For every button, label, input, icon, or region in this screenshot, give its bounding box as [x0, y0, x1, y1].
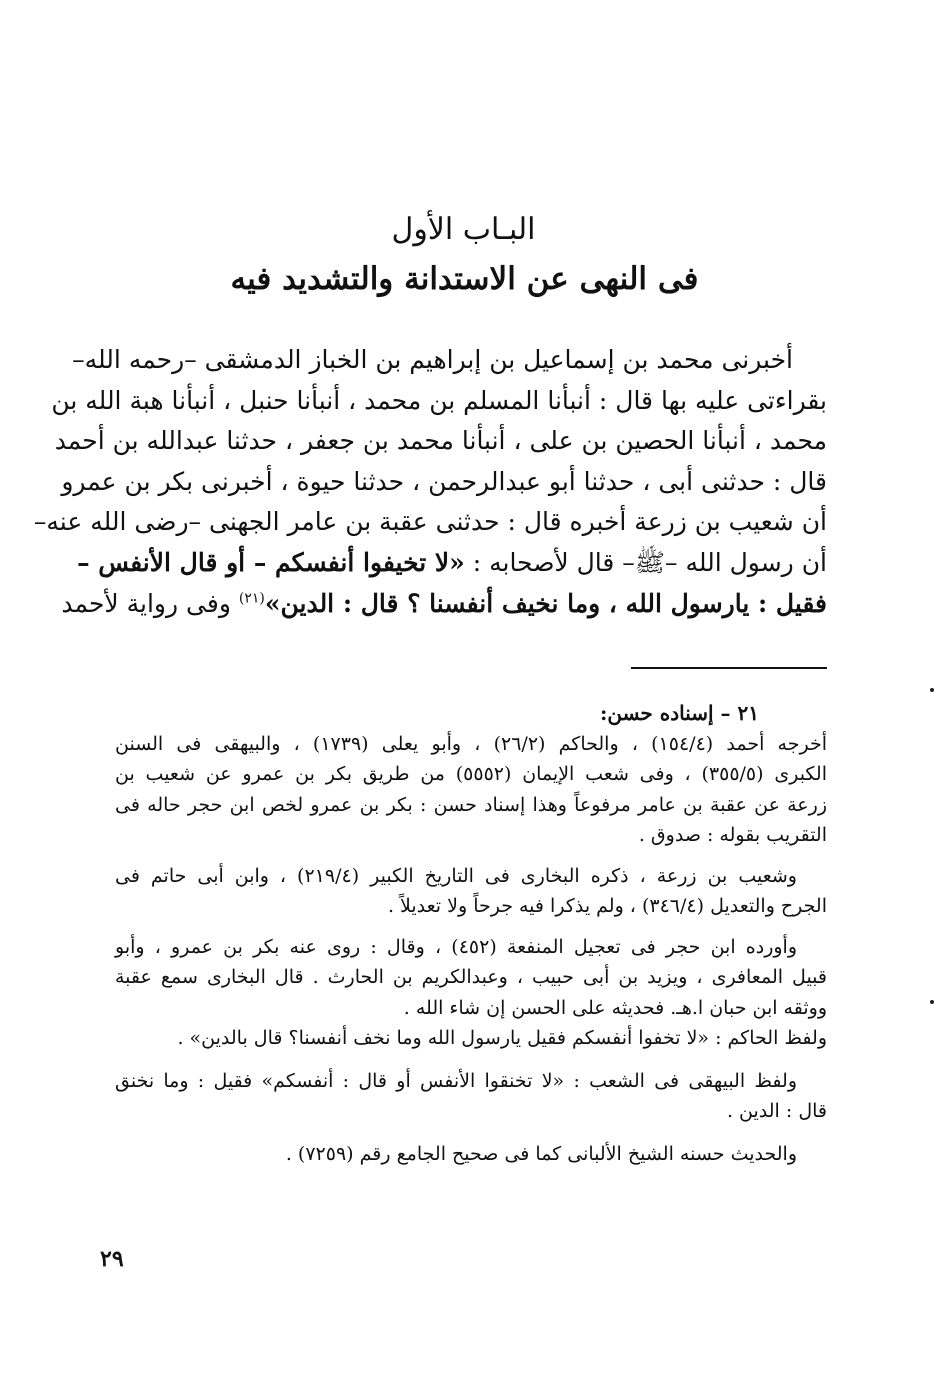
footnote-line: وشعيب بن زرعة ، ذكره البخارى فى التاريخ الكبير (٢١٩/٤) ، وابن أبى حاتم فى [115, 864, 797, 887]
chapter-title: فى النهى عن الاستدانة والتشديد فيه [230, 261, 699, 297]
footnote-marker: (٢١) [238, 590, 265, 607]
footnotes [115, 698, 827, 1169]
footnote-line: الكبرى (٣٥٥/٥) ، وفى شعب الإيمان (٥٥٥٢) من طريق بكر بن عمرو عن شعيب بن [115, 763, 827, 785]
main-text [33, 340, 827, 624]
body-line: أخبرنى محمد بن إسماعيل بن إبراهيم بن الخباز الدمشقى –رحمه الله– [72, 345, 793, 374]
chapter-heading [0, 208, 937, 302]
footnote-line: ولفظ البيهقى فى الشعب : «لا تخنقوا الأنفس أو قال : أنفسكم» فقيل : وما نخنق [115, 1069, 797, 1092]
body-text-segment: وفى رواية لأحمد [61, 588, 239, 618]
footnote-separator [631, 667, 827, 669]
page-number: ٢٩ [100, 1246, 124, 1272]
footnote-line: ووثقه ابن حبان ا.هـ. فحديثه على الحسن إن شاء الله . [403, 996, 827, 1019]
body-line [77, 543, 827, 584]
footnote-line: قبيل المعافرى ، ويزيد بن أبى حبيب ، وعبدالكريم بن الحارث . قال البخارى سمع عقبة [115, 966, 827, 988]
footnote-line: التقريب بقوله : صدوق . [638, 824, 827, 846]
footnote-line: ولفظ الحاكم : «لا تخفوا أنفسكم فقيل يارسول الله وما نخف أنفسنا؟ قال بالدين» . [177, 1027, 827, 1049]
scan-speck [930, 1000, 934, 1004]
body-text-segment: أن رسول الله –ﷺ– قال لأصحابه : [464, 547, 827, 577]
body-line: محمد ، أنبأنا الحصين بن على ، أنبأنا محمد بن جعفر ، حدثنا عبدالله بن أحمد [54, 426, 827, 456]
hadith-quote: فقيل : يارسول الله ، وما نخيف أنفسنا ؟ قال : الدين» [264, 588, 827, 618]
footnote-line: وأورده ابن حجر فى تعجيل المنفعة (٤٥٢) ، وقال : روى عنه بكر بن عمرو ، وأبو [115, 935, 798, 958]
footnote-line: زرعة عن عقبة بن عامر مرفوعاً وهذا إسناد حسن : بكر بن عمرو لخص ابن حجر حاله فى [115, 793, 827, 816]
body-line [61, 584, 827, 625]
chapter-label: البـاب الأول [391, 212, 536, 247]
hadith-quote: «لا تخيفوا أنفسكم – أو قال الأنفس – [77, 547, 465, 577]
scan-speck [930, 688, 934, 692]
footnote-line: الجرح والتعديل (٣٤٦/٤) ، ولم يذكرا فيه جرحاً ولا تعديلاً . [387, 895, 827, 917]
body-line: قال : حدثنى أبى ، حدثنا أبو عبدالرحمن ، حدثنا حيوة ، أخبرنى بكر بن عمرو [61, 466, 827, 496]
footnote-line: قال : الدين . [726, 1100, 827, 1122]
body-line: أن شعيب بن زرعة أخبره قال : حدثنى عقبة بن عامر الجهنى –رضى الله عنه– [33, 507, 827, 537]
body-line: بقراءتى عليه بها قال : أنبأنا المسلم بن محمد ، أنبأنا حنبل ، أنبأنا هبة الله بن [51, 385, 827, 415]
footnote-line: والحديث حسنه الشيخ الألبانى كما فى صحيح الجامع رقم (٧٢٥٩) . [285, 1142, 797, 1165]
footnote-line: أخرجه أحمد (١٥٤/٤) ، والحاكم (٢٦/٢) ، وأبو يعلى (١٧٣٩) ، والبيهقى فى السنن [115, 732, 827, 755]
footnote-heading: ٢١ – إسناده حسن: [599, 701, 759, 725]
